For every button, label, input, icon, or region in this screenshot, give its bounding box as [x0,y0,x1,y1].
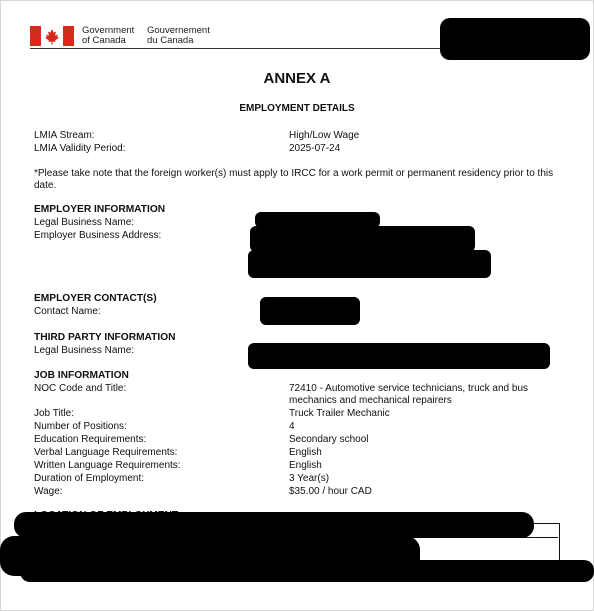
contact-name-label: Contact Name: [34,306,101,317]
gov-fr-line1: Gouvernement [147,25,210,36]
job-title-label: Job Title: [34,408,75,419]
government-of-canada-fr [147,26,210,46]
redaction-employer-address-1 [250,226,475,252]
education-value: Secondary school [289,434,369,445]
employer-legal-name-label: Legal Business Name: [34,217,135,228]
redaction-third-party-name [248,343,550,369]
employer-information-heading: EMPLOYER INFORMATION [34,204,166,215]
redaction-employer-address-2 [248,250,491,278]
lmia-stream-value: High/Low Wage [289,130,360,141]
government-of-canada-en [82,26,134,46]
verbal-language-label: Verbal Language Requirements: [34,447,178,458]
lmia-stream-label: LMIA Stream: [34,130,95,141]
third-party-legal-name-label: Legal Business Name: [34,345,135,356]
duration-value: 3 Year(s) [289,473,330,484]
positions-value: 4 [289,421,295,432]
positions-label: Number of Positions: [34,421,127,432]
redaction-contact-name [260,297,360,325]
verbal-language-value: English [289,447,322,458]
wage-value: $35.00 / hour CAD [289,486,372,497]
job-title-value: Truck Trailer Mechanic [289,408,390,419]
noc-label: NOC Code and Title: [34,383,127,394]
work-permit-note: *Please take note that the foreign worker(s) must apply to IRCC for a work permit or permanent residency prior to this date. [34,168,554,191]
wage-label: Wage: [34,486,63,497]
noc-value-line1: 72410 - Automotive service technicians, truck and bus [289,383,529,394]
job-information-heading: JOB INFORMATION [34,370,129,381]
redaction-location-1 [14,512,534,538]
gov-fr-line2: du Canada [147,35,194,46]
redaction-header-right [440,18,590,60]
gov-en-line1: Government [82,25,135,36]
page-title: ANNEX A [263,70,331,87]
employer-contact-heading: EMPLOYER CONTACT(S) [34,293,157,304]
education-label: Education Requirements: [34,434,147,445]
gov-en-line2: of Canada [82,35,126,46]
written-language-value: English [289,460,322,471]
duration-label: Duration of Employment: [34,473,145,484]
redaction-location-3 [20,560,594,582]
lmia-validity-value: 2025-07-24 [289,143,341,154]
employer-address-label: Employer Business Address: [34,230,162,241]
canada-flag-icon [30,26,74,46]
third-party-heading: THIRD PARTY INFORMATION [34,332,176,343]
written-language-label: Written Language Requirements: [34,460,181,471]
noc-value-line2: mechanics and mechanical repairers [289,395,452,406]
lmia-validity-label: LMIA Validity Period: [34,143,126,154]
page-subtitle: EMPLOYMENT DETAILS [239,103,355,114]
